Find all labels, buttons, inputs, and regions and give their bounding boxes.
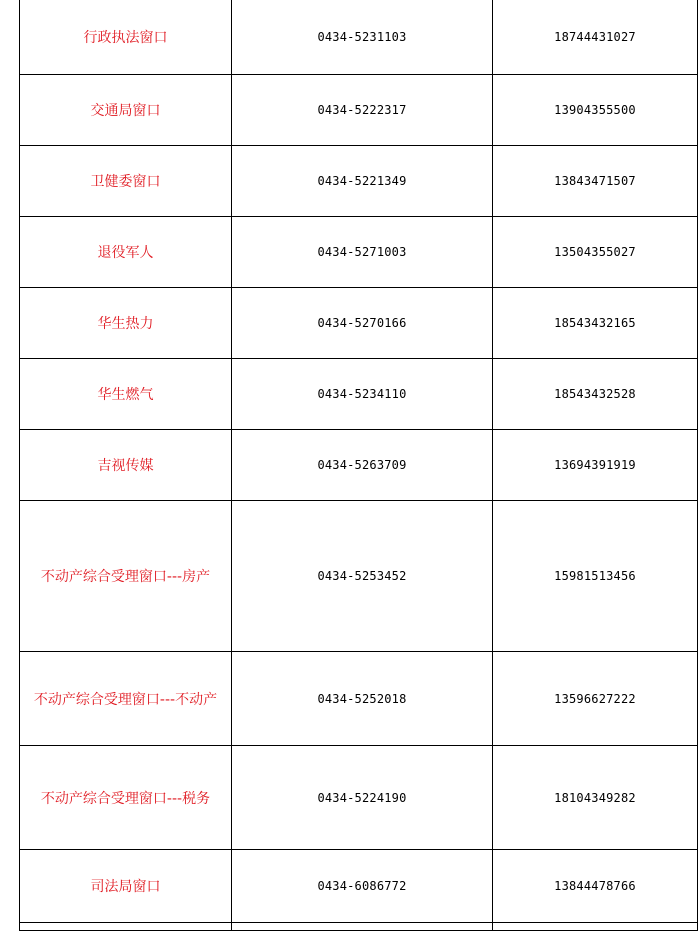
- table-row: [20, 75, 698, 146]
- table-row: [20, 0, 698, 75]
- department-cell: 华生热力: [20, 288, 232, 359]
- office-phone-cell: 0434-5253452: [232, 501, 493, 652]
- department-cell: 交通局窗口: [20, 75, 232, 146]
- table-row: [20, 146, 698, 217]
- table-row: [20, 501, 698, 652]
- table-row: [20, 359, 698, 430]
- office-phone-cell: 0434-5263709: [232, 430, 493, 501]
- table-row-partial: [20, 923, 698, 931]
- department-cell: 不动产综合受理窗口---税务: [20, 746, 232, 850]
- department-cell: 司法局窗口: [20, 850, 232, 923]
- department-cell: 华生燃气: [20, 359, 232, 430]
- office-phone-cell: 0434-5231103: [232, 0, 493, 75]
- mobile-cell: 13504355027: [493, 217, 698, 288]
- mobile-cell: 13596627222: [493, 652, 698, 746]
- office-phone-cell: 0434-5224190: [232, 746, 493, 850]
- office-phone-cell: 0434-5270166: [232, 288, 493, 359]
- table-row: [20, 746, 698, 850]
- office-phone-cell: 0434-5221349: [232, 146, 493, 217]
- table-row: [20, 217, 698, 288]
- empty-cell: [20, 923, 232, 931]
- mobile-cell: 13843471507: [493, 146, 698, 217]
- mobile-cell: 18104349282: [493, 746, 698, 850]
- table-row: [20, 652, 698, 746]
- department-cell: 吉视传媒: [20, 430, 232, 501]
- department-cell: 退役军人: [20, 217, 232, 288]
- department-cell: 卫健委窗口: [20, 146, 232, 217]
- department-cell: 不动产综合受理窗口---房产: [20, 501, 232, 652]
- table-row: [20, 850, 698, 923]
- empty-cell: [232, 923, 493, 931]
- office-phone-cell: 0434-5271003: [232, 217, 493, 288]
- office-phone-cell: 0434-5234110: [232, 359, 493, 430]
- mobile-cell: 18744431027: [493, 0, 698, 75]
- department-cell: 行政执法窗口: [20, 0, 232, 75]
- mobile-cell: 15981513456: [493, 501, 698, 652]
- mobile-cell: 13694391919: [493, 430, 698, 501]
- mobile-cell: 13904355500: [493, 75, 698, 146]
- mobile-cell: 18543432165: [493, 288, 698, 359]
- office-phone-cell: 0434-6086772: [232, 850, 493, 923]
- office-phone-cell: 0434-5222317: [232, 75, 493, 146]
- office-phone-cell: 0434-5252018: [232, 652, 493, 746]
- mobile-cell: 18543432528: [493, 359, 698, 430]
- table-row: [20, 288, 698, 359]
- department-cell: 不动产综合受理窗口---不动产: [20, 652, 232, 746]
- empty-cell: [493, 923, 698, 931]
- table-row: [20, 430, 698, 501]
- mobile-cell: 13844478766: [493, 850, 698, 923]
- contact-table: [19, 0, 698, 931]
